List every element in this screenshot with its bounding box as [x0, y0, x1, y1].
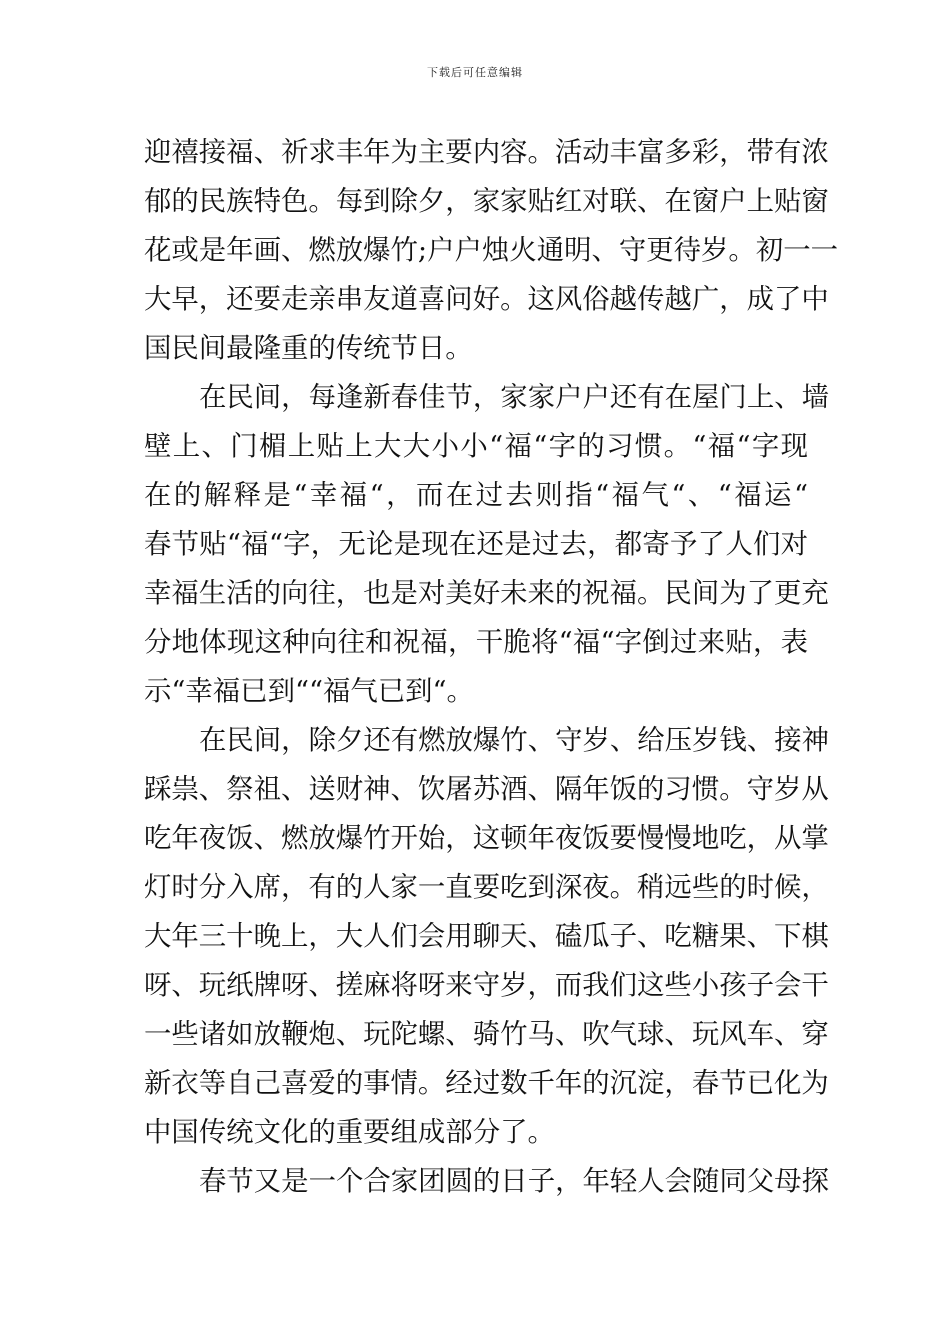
text-line: 大早，还要走亲串友道喜问好。这风俗越传越广，成了中	[144, 284, 829, 315]
text-line: 国民间最隆重的传统节日。	[144, 333, 473, 364]
text-line: 中国传统文化的重要组成部分了。	[144, 1117, 555, 1148]
text-line: 一些诸如放鞭炮、玩陀螺、骑竹马、吹气球、玩风车、穿	[144, 1019, 829, 1050]
text-line: 春节又是一个合家团圆的日子，年轻人会随同父母探	[199, 1166, 829, 1197]
text-line: 在民间，除夕还有燃放爆竹、守岁、给压岁钱、接神	[199, 725, 829, 756]
text-line: 春节贴“福“字，无论是现在还是过去，都寄予了人们对	[144, 529, 808, 560]
text-line: 在民间，每逢新春佳节，家家户户还有在屋门上、墙	[199, 382, 829, 413]
text-line: 在的解释是“幸福“，而在过去则指“福气“、“福运“	[144, 480, 808, 511]
text-line: 郁的民族特色。每到除夕，家家贴红对联、在窗户上贴窗	[144, 186, 829, 217]
paragraph	[144, 373, 829, 716]
paragraph	[144, 716, 829, 1157]
text-line: 幸福生活的向往，也是对美好未来的祝福。民间为了更充	[144, 578, 829, 609]
text-line: 新衣等自己喜爱的事情。经过数千年的沉淀，春节已化为	[144, 1068, 829, 1099]
text-line: 灯时分入席，有的人家一直要吃到深夜。稍远些的时候，	[144, 872, 829, 903]
text-line: 大年三十晚上，大人们会用聊天、磕瓜子、吃糖果、下棋	[144, 921, 829, 952]
text-line: 示“幸福已到““福气已到“。	[144, 676, 474, 707]
document-body	[144, 128, 838, 1206]
paragraph	[144, 1157, 829, 1206]
text-line: 迎禧接福、祈求丰年为主要内容。活动丰富多彩，带有浓	[144, 137, 829, 168]
text-line: 吃年夜饭、燃放爆竹开始，这顿年夜饭要慢慢地吃，从掌	[144, 823, 829, 854]
text-line: 分地体现这种向往和祝福，干脆将“福“字倒过来贴，表	[144, 627, 808, 658]
paragraph	[144, 128, 838, 373]
text-line: 踩祟、祭祖、送财神、饮屠苏酒、隔年饭的习惯。守岁从	[144, 774, 829, 805]
text-line: 呀、玩纸牌呀、搓麻将呀来守岁，而我们这些小孩子会干	[144, 970, 829, 1001]
page-header: 下载后可任意编辑	[427, 66, 523, 79]
text-line: 花或是年画、燃放爆竹;户户烛火通明、守更待岁。初一一	[144, 235, 838, 266]
text-line: 壁上、门楣上贴上大大小小“福“字的习惯。“福“字现	[144, 431, 808, 462]
